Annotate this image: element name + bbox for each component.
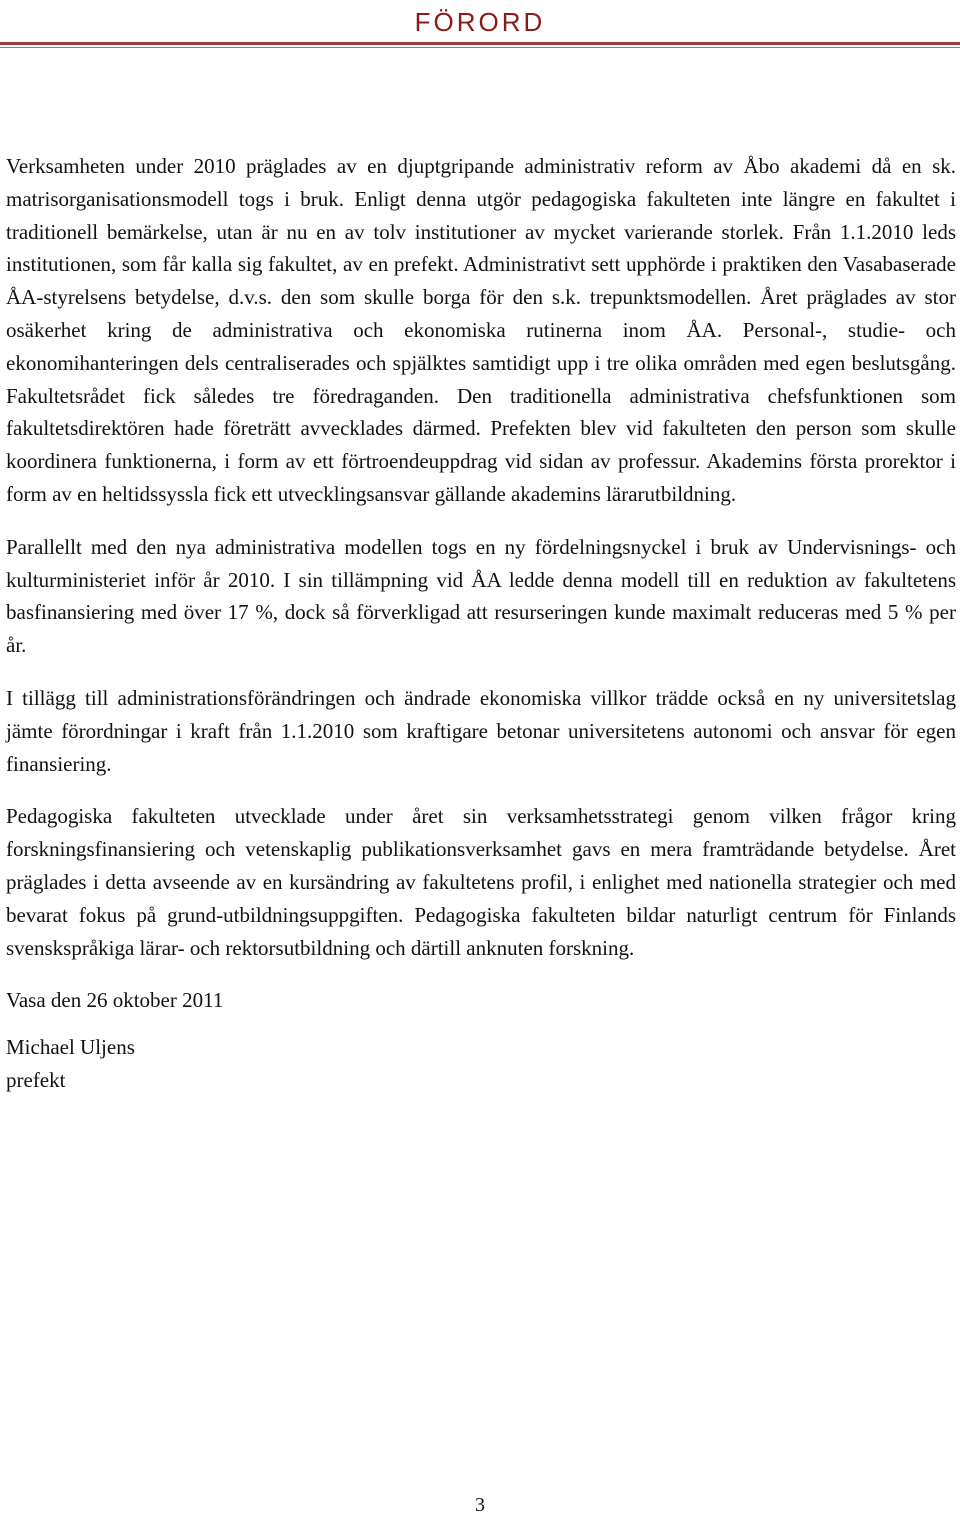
signatory-title: prefekt <box>6 1067 66 1092</box>
header-rule-thin <box>0 47 960 48</box>
header-rule <box>0 42 960 45</box>
document-body <box>6 150 956 1097</box>
signature-block <box>6 1031 956 1097</box>
paragraph-1: Verksamheten under 2010 präglades av en djuptgripande administrativ reform av Åbo akademi då en sk. matrisorganisationsmodell togs i bruk. Enligt denna utgör pedagogiska fakulteten inte längre en fakultet i traditionell bemärkelse, utan är nu en av tolv institutioner av mycket varierande storlek. Från 1.1.2010 leds institutionen, som får kalla sig fakultet, av en prefekt. Administrativt sett upphörde i praktiken den Vasabaserade ÅA-styrelsens betydelse, d.v.s. den som skulle borga för den s.k. trepunktsmodellen. Året präglades av stor osäkerhet kring de administrativa och ekonomiska rutinerna inom ÅA. Personal-, studie- och ekonomihanteringen dels centraliserades och spjälktes samtidigt upp i tre olika områden med egen beslutsgång. Fakultetsrådet fick således tre föredraganden. Den traditionella administrativa chefsfunktionen som fakultetsdirektören hade företrätt avvecklades därmed. Prefekten blev vid fakulteten den person som skulle koordinera funktionerna, i form av ett förtroendeuppdrag vid sidan av professur. Akademins första prorektor i form av en heltidssyssla fick ett utvecklingsansvar gällande akademins lärarutbildning. <box>6 154 956 506</box>
signatory-name: Michael Uljens <box>6 1035 135 1060</box>
paragraph-2: Parallellt med den nya administrativa modellen togs en ny fördelningsnyckel i bruk av Undervisnings- och kulturministeriet inför år 2010. I sin tillämpning vid ÅA ledde denna modell till en reduktion av fakultetens basfinansiering med över 17 %, dock så förverkligad att resurseringen kunde maximalt reduceras med 5 % per år. <box>6 534 956 658</box>
place-date: Vasa den 26 oktober 2011 <box>6 988 224 1013</box>
paragraph-4: Pedagogiska fakulteten utvecklade under året sin verksamhetsstrategi genom vilken frågor kring forskningsfinansiering och vetenskaplig publikationsverksamhet gavs en mera framträdande betydelse. Året präglades i detta avseende av en kursändring av fakultetens profil, i enlighet med nationella strategier och med bevarat fokus på grund-utbildningsuppgiften. Pedagogiska fakulteten bildar naturligt centrum för Finlands svenskspråkiga lärar- och rektorsutbildning och därtill anknuten forskning. <box>6 804 956 960</box>
paragraph-3: I tillägg till administrationsförändringen och ändrade ekonomiska villkor trädde också en ny universitetslag jämte förordningar i kraft från 1.1.2010 som kraftigare betonar universitetens autonomi och ansvar för egen finansiering. <box>6 685 956 776</box>
page-title: FÖRORD <box>414 7 546 37</box>
page-number: 3 <box>475 1494 485 1516</box>
